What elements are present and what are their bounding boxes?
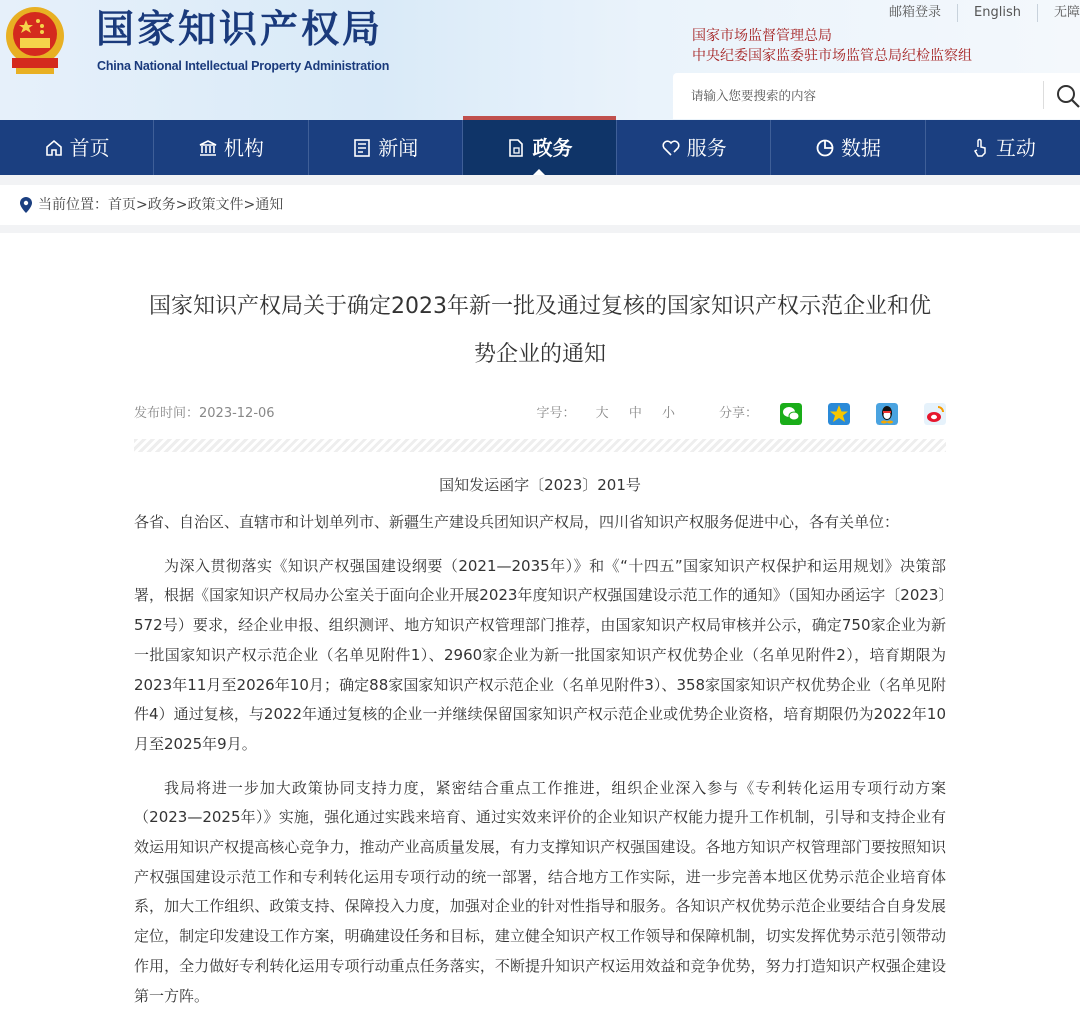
heart-hand-icon bbox=[661, 138, 681, 158]
nav-label: 机构 bbox=[223, 135, 264, 160]
nav-label: 首页 bbox=[69, 135, 110, 160]
document-icon bbox=[506, 138, 526, 158]
nav-label: 服务 bbox=[686, 135, 727, 160]
newspaper-icon bbox=[352, 138, 372, 158]
nav-label: 政务 bbox=[532, 135, 573, 160]
font-size-controls bbox=[537, 405, 675, 423]
breadcrumb-path[interactable]: 首页>政务>政策文件>通知 bbox=[108, 197, 284, 213]
search-input[interactable] bbox=[673, 88, 1033, 104]
nav-item-interaction[interactable] bbox=[926, 120, 1080, 175]
divider bbox=[134, 439, 946, 452]
nav-item-home[interactable] bbox=[0, 120, 154, 175]
site-header bbox=[0, 0, 1080, 120]
main-nav bbox=[0, 120, 1080, 175]
accessibility-link[interactable]: 无障 bbox=[1037, 4, 1080, 22]
nav-label: 互动 bbox=[995, 135, 1036, 160]
affiliated-orgs bbox=[692, 26, 972, 66]
font-size-label: 字号： bbox=[536, 406, 576, 421]
article-body bbox=[134, 508, 946, 1011]
font-size-small[interactable]: 小 bbox=[661, 406, 675, 421]
pie-chart-icon bbox=[815, 138, 835, 158]
font-size-medium[interactable]: 中 bbox=[628, 406, 642, 421]
article bbox=[134, 283, 946, 1011]
breadcrumb-label: 当前位置： bbox=[38, 197, 108, 213]
font-size-large[interactable]: 大 bbox=[595, 406, 609, 421]
logo-title[interactable]: 国家知识产权局 bbox=[96, 7, 384, 51]
nav-item-news[interactable] bbox=[309, 120, 463, 175]
nav-item-government[interactable] bbox=[463, 120, 617, 175]
top-links bbox=[873, 4, 1080, 22]
paragraph: 我局将进一步加大政策协同支持力度，紧密结合重点工作推进，组织企业深入参与《专利转化运用专项行动方案（2023—2025年）》实施，强化通过实践来培育、通过实效来评价的企业知识产权能力提升工作机制，引导和支持企业有效运用知识产权提高核心竞争力，推动产业高质量发展，有力支撑知识产权强国建设。各地方知识产权管理部门要按照知识产权强国建设示范工作和专利转化运用专项行动的统一部署，结合地方工作实际，进一步完善本地区优势示范企业培育体系，加大工作组织、政策支持、保障投入力度，加强对企业的针对性指导和服务。各知识产权优势示范企业要结合自身发展定位，制定印发建设工作方案，明确建设任务和目标，建立健全知识产权工作领导和保障机制，切实发挥优势示范引领带动作用，全力做好专利转化运用专项行动重点任务落实，不断提升知识产权运用效益和竞争优势，努力打造知识产权强企建设第一方阵。 bbox=[134, 778, 946, 1005]
paragraph: 为深入贯彻落实《知识产权强国建设纲要（2021—2035年）》和《“十四五”国家知识产权保护和运用规划》决策部署，根据《国家知识产权局办公室关于面向企业开展2023年度知识产权强国建设示范工作的通知》（国知办函运字〔2023〕572号）要求，经企业申报、组织测评、地方知识产权管理部门推荐，由国家知识产权局审核并公示，确定750家企业为新一批国家知识产权示范企业（名单见附件1）、2960家企业为新一批国家知识产权优势企业（名单见附件2），培育期限为2023年11月至2026年10月；确定88家国家知识产权示范企业（名单见附件3）、358家国家知识产权优势企业（名单见附件4）通过复核，与2022年通过复核的企业一并继续保留国家知识产权示范企业或优势企业资格，培育期限仍为2022年10月至2025年9月。 bbox=[134, 556, 946, 753]
nav-item-org[interactable] bbox=[154, 120, 308, 175]
nav-label: 新闻 bbox=[378, 135, 419, 160]
nav-item-data[interactable] bbox=[771, 120, 925, 175]
share-label: 分享： bbox=[718, 406, 758, 421]
english-link[interactable]: English bbox=[957, 4, 1037, 22]
document-number: 国知发运函字〔2023〕201号 bbox=[439, 476, 641, 494]
hand-pointer-icon bbox=[970, 138, 990, 158]
wechat-icon[interactable] bbox=[780, 403, 802, 425]
org-link[interactable]: 国家市场监督管理总局 bbox=[692, 28, 832, 44]
building-icon bbox=[198, 138, 218, 158]
search-box bbox=[673, 73, 1080, 119]
share-controls bbox=[719, 403, 946, 425]
org-link[interactable]: 中央纪委国家监委驻市场监管总局纪检监察组 bbox=[692, 48, 972, 64]
nav-item-service[interactable] bbox=[617, 120, 771, 175]
search-icon[interactable] bbox=[1055, 83, 1080, 109]
weibo-icon[interactable] bbox=[924, 403, 946, 425]
salutation: 各省、自治区、直辖市和计划单列市、新疆生产建设兵团知识产权局，四川省知识产权服务促进中心，各有关单位： bbox=[134, 513, 900, 531]
divider bbox=[0, 225, 1080, 233]
logo-subtitle: China National Intellectual Property Administration bbox=[97, 59, 390, 73]
article-meta bbox=[134, 401, 946, 427]
home-icon bbox=[44, 138, 64, 158]
qq-icon[interactable] bbox=[876, 403, 898, 425]
qzone-icon[interactable] bbox=[828, 403, 850, 425]
national-emblem-icon bbox=[4, 6, 66, 76]
nav-label: 数据 bbox=[841, 135, 882, 160]
breadcrumb bbox=[0, 185, 1080, 225]
location-pin-icon bbox=[20, 197, 32, 213]
publish-date: 发布时间：2023-12-06 bbox=[134, 406, 275, 421]
article-title: 国家知识产权局关于确定2023年新一批及通过复核的国家知识产权示范企业和优势企业的通知 bbox=[149, 294, 931, 367]
divider bbox=[1043, 81, 1044, 109]
mailbox-login-link[interactable]: 邮箱登录 bbox=[889, 5, 942, 20]
